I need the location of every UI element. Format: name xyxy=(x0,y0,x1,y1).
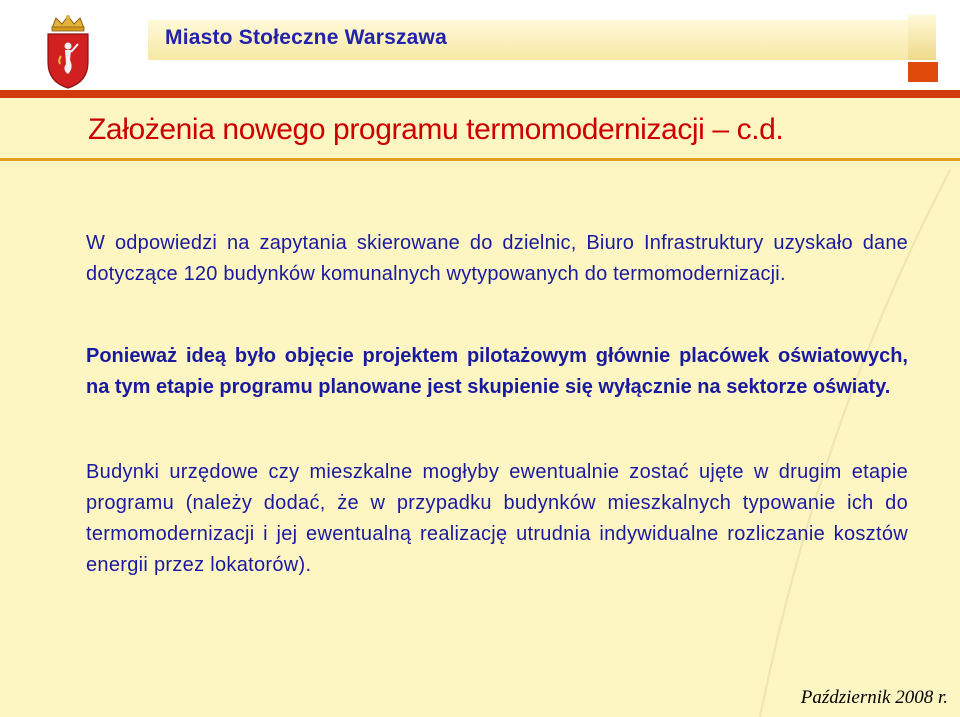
paragraph-2: Ponieważ ideą było objęcie projektem pilotażowym głównie placówek oświatowych, na tym etapie programu planowane jest skupienie się wyłącznie na sektorze oświaty. xyxy=(86,345,908,398)
paragraph-1: W odpowiedzi na zapytania skierowane do dzielnic, Biuro Infrastruktury uzyskało dane dotyczące 120 budynków komunalnych wytypowanych do termomodernizacji. xyxy=(86,232,908,285)
header-stripe-end xyxy=(908,15,936,60)
paragraph-3: Budynki urzędowe czy mieszkalne mogłyby ewentualnie zostać ujęte w drugim etapie programu (należy dodać, że w przypadku budynków mieszkalnych typowanie ich do termomodernizacji i jej ewentualną realizację utrudnia indywidualne rozliczanie kosztów energii przez lokatorów). xyxy=(86,461,908,576)
header-red-bar xyxy=(0,90,960,98)
warsaw-coat-of-arms-icon xyxy=(44,14,92,90)
org-name: Miasto Stołeczne Warszawa xyxy=(165,26,447,49)
page-title: Założenia nowego programu termomodernizacji – c.d. xyxy=(88,113,784,146)
header-accent-block xyxy=(908,62,938,82)
title-underline xyxy=(0,158,960,161)
footer-date: Październik 2008 r. xyxy=(800,687,948,708)
